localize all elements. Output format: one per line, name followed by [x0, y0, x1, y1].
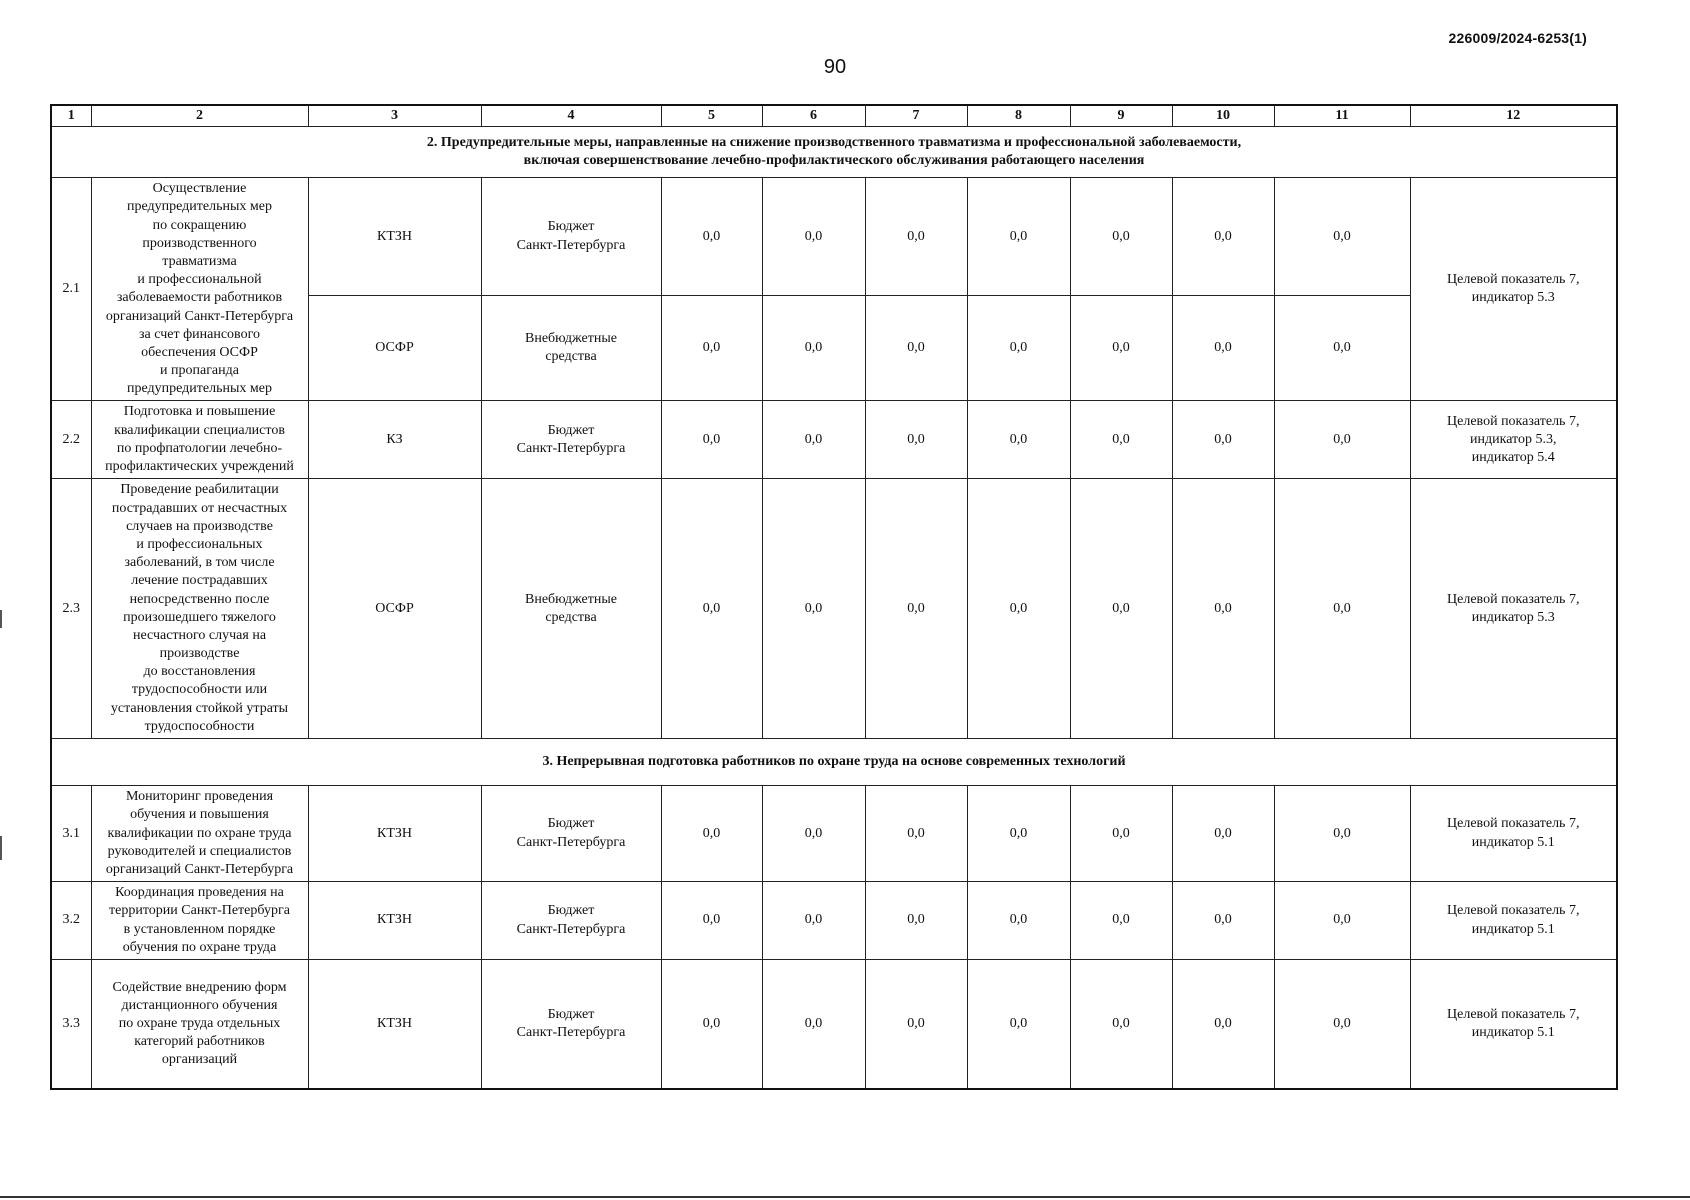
row-funding-source: Бюджет Санкт-Петербурга: [481, 401, 661, 479]
row-value: 0,0: [865, 296, 967, 401]
row-indicator: Целевой показатель 7, индикатор 5.3: [1410, 178, 1617, 401]
row-value: 0,0: [1070, 479, 1172, 739]
row-value: 0,0: [1274, 786, 1410, 882]
row-value: 0,0: [865, 178, 967, 296]
row-value: 0,0: [967, 296, 1070, 401]
table-row: [51, 882, 1617, 960]
row-value: 0,0: [1070, 959, 1172, 1089]
section-2-title: 2. Предупредительные меры, направленные на снижение производственного травматизма и профессиональной заболеваемости, включая совершенствование лечебно-профилактического обслуживания работающего населения: [51, 127, 1617, 178]
row-value: 0,0: [967, 178, 1070, 296]
row-value: 0,0: [967, 479, 1070, 739]
row-value: 0,0: [1274, 296, 1410, 401]
row-measure-name: Подготовка и повышение квалификации специалистов по профпатологии лечебно- профилактических учреждений: [91, 401, 308, 479]
row-code: 2.2: [51, 401, 91, 479]
row-value: 0,0: [1070, 296, 1172, 401]
row-value: 0,0: [865, 479, 967, 739]
column-number: 5: [661, 105, 762, 127]
row-indicator: Целевой показатель 7, индикатор 5.1: [1410, 786, 1617, 882]
row-value: 0,0: [661, 959, 762, 1089]
row-value: 0,0: [762, 479, 865, 739]
row-value: 0,0: [762, 296, 865, 401]
row-value: 0,0: [1172, 401, 1274, 479]
row-value: 0,0: [1172, 479, 1274, 739]
row-value: 0,0: [967, 786, 1070, 882]
row-funding-source: Бюджет Санкт-Петербурга: [481, 178, 661, 296]
row-value: 0,0: [1172, 959, 1274, 1089]
table-row: [51, 401, 1617, 479]
row-value: 0,0: [661, 178, 762, 296]
row-executor: КТЗН: [308, 178, 481, 296]
column-number: 11: [1274, 105, 1410, 127]
column-number: 3: [308, 105, 481, 127]
row-measure-name: Осуществление предупредительных мер по сокращению производственного травматизма и профессиональной заболеваемости работников организаций Санкт-Петербурга за счет финансового обеспечения ОСФР и пропаганда предупредительных мер: [91, 178, 308, 401]
row-code: 3.2: [51, 882, 91, 960]
row-value: 0,0: [661, 479, 762, 739]
column-number-row: [51, 105, 1617, 127]
row-value: 0,0: [967, 401, 1070, 479]
row-indicator: Целевой показатель 7, индикатор 5.3, индикатор 5.4: [1410, 401, 1617, 479]
row-executor: ОСФР: [308, 479, 481, 739]
row-indicator: Целевой показатель 7, индикатор 5.1: [1410, 959, 1617, 1089]
section-header-row: [51, 127, 1617, 178]
row-value: 0,0: [1070, 882, 1172, 960]
page-number: 90: [823, 56, 847, 78]
row-funding-source: Бюджет Санкт-Петербурга: [481, 786, 661, 882]
column-number: 6: [762, 105, 865, 127]
scan-edge-mark: [0, 610, 2, 628]
row-value: 0,0: [762, 401, 865, 479]
table-row: [51, 959, 1617, 1089]
row-code: 3.1: [51, 786, 91, 882]
row-indicator: Целевой показатель 7, индикатор 5.1: [1410, 882, 1617, 960]
row-code: 3.3: [51, 959, 91, 1089]
row-funding-source: Внебюджетные средства: [481, 296, 661, 401]
column-number: 9: [1070, 105, 1172, 127]
table-row: [51, 479, 1617, 739]
row-funding-source: Бюджет Санкт-Петербурга: [481, 959, 661, 1089]
row-value: 0,0: [1274, 959, 1410, 1089]
column-number: 8: [967, 105, 1070, 127]
row-executor: КТЗН: [308, 882, 481, 960]
row-value: 0,0: [1070, 401, 1172, 479]
row-value: 0,0: [1274, 178, 1410, 296]
row-indicator: Целевой показатель 7, индикатор 5.3: [1410, 479, 1617, 739]
row-measure-name: Координация проведения на территории Санкт-Петербурга в установленном порядке обучения по охране труда: [91, 882, 308, 960]
row-measure-name: Мониторинг проведения обучения и повышения квалификации по охране труда руководителей и специалистов организаций Санкт-Петербурга: [91, 786, 308, 882]
row-value: 0,0: [762, 786, 865, 882]
row-executor: КТЗН: [308, 959, 481, 1089]
row-value: 0,0: [865, 959, 967, 1089]
row-executor: ОСФР: [308, 296, 481, 401]
row-value: 0,0: [762, 959, 865, 1089]
row-value: 0,0: [1070, 178, 1172, 296]
column-number: 12: [1410, 105, 1617, 127]
row-value: 0,0: [661, 786, 762, 882]
column-number: 1: [51, 105, 91, 127]
column-number: 7: [865, 105, 967, 127]
column-number: 2: [91, 105, 308, 127]
row-measure-name: Содействие внедрению форм дистанционного обучения по охране труда отдельных категорий работников организаций: [91, 959, 308, 1089]
table-row: [51, 786, 1617, 882]
row-value: 0,0: [865, 882, 967, 960]
row-value: 0,0: [1274, 479, 1410, 739]
row-executor: КЗ: [308, 401, 481, 479]
program-measures-table: [50, 104, 1618, 1090]
page-bottom-rule: [0, 1196, 1690, 1198]
column-number: 10: [1172, 105, 1274, 127]
table-row: [51, 178, 1617, 296]
row-value: 0,0: [661, 401, 762, 479]
document-id: 226009/2024-6253(1): [1448, 30, 1587, 46]
scan-edge-mark: [0, 836, 2, 860]
row-value: 0,0: [762, 882, 865, 960]
row-value: 0,0: [967, 959, 1070, 1089]
row-value: 0,0: [1172, 786, 1274, 882]
row-value: 0,0: [967, 882, 1070, 960]
row-value: 0,0: [1172, 178, 1274, 296]
row-executor: КТЗН: [308, 786, 481, 882]
row-measure-name: Проведение реабилитации пострадавших от несчастных случаев на производстве и профессиональных заболеваний, в том числе лечение пострадавших непосредственно после произошедшего тяжелого несчастного случая на производстве до восстановления трудоспособности или установления стойкой утраты трудоспособности: [91, 479, 308, 739]
row-value: 0,0: [1274, 401, 1410, 479]
row-value: 0,0: [762, 178, 865, 296]
row-value: 0,0: [1172, 296, 1274, 401]
row-value: 0,0: [865, 786, 967, 882]
row-value: 0,0: [1070, 786, 1172, 882]
section-header-row: [51, 739, 1617, 786]
row-funding-source: Бюджет Санкт-Петербурга: [481, 882, 661, 960]
row-code: 2.1: [51, 178, 91, 401]
row-value: 0,0: [661, 296, 762, 401]
column-number: 4: [481, 105, 661, 127]
row-funding-source: Внебюджетные средства: [481, 479, 661, 739]
row-value: 0,0: [1274, 882, 1410, 960]
row-value: 0,0: [865, 401, 967, 479]
row-code: 2.3: [51, 479, 91, 739]
row-value: 0,0: [1172, 882, 1274, 960]
row-value: 0,0: [661, 882, 762, 960]
section-3-title: 3. Непрерывная подготовка работников по охране труда на основе современных технологий: [51, 739, 1617, 786]
